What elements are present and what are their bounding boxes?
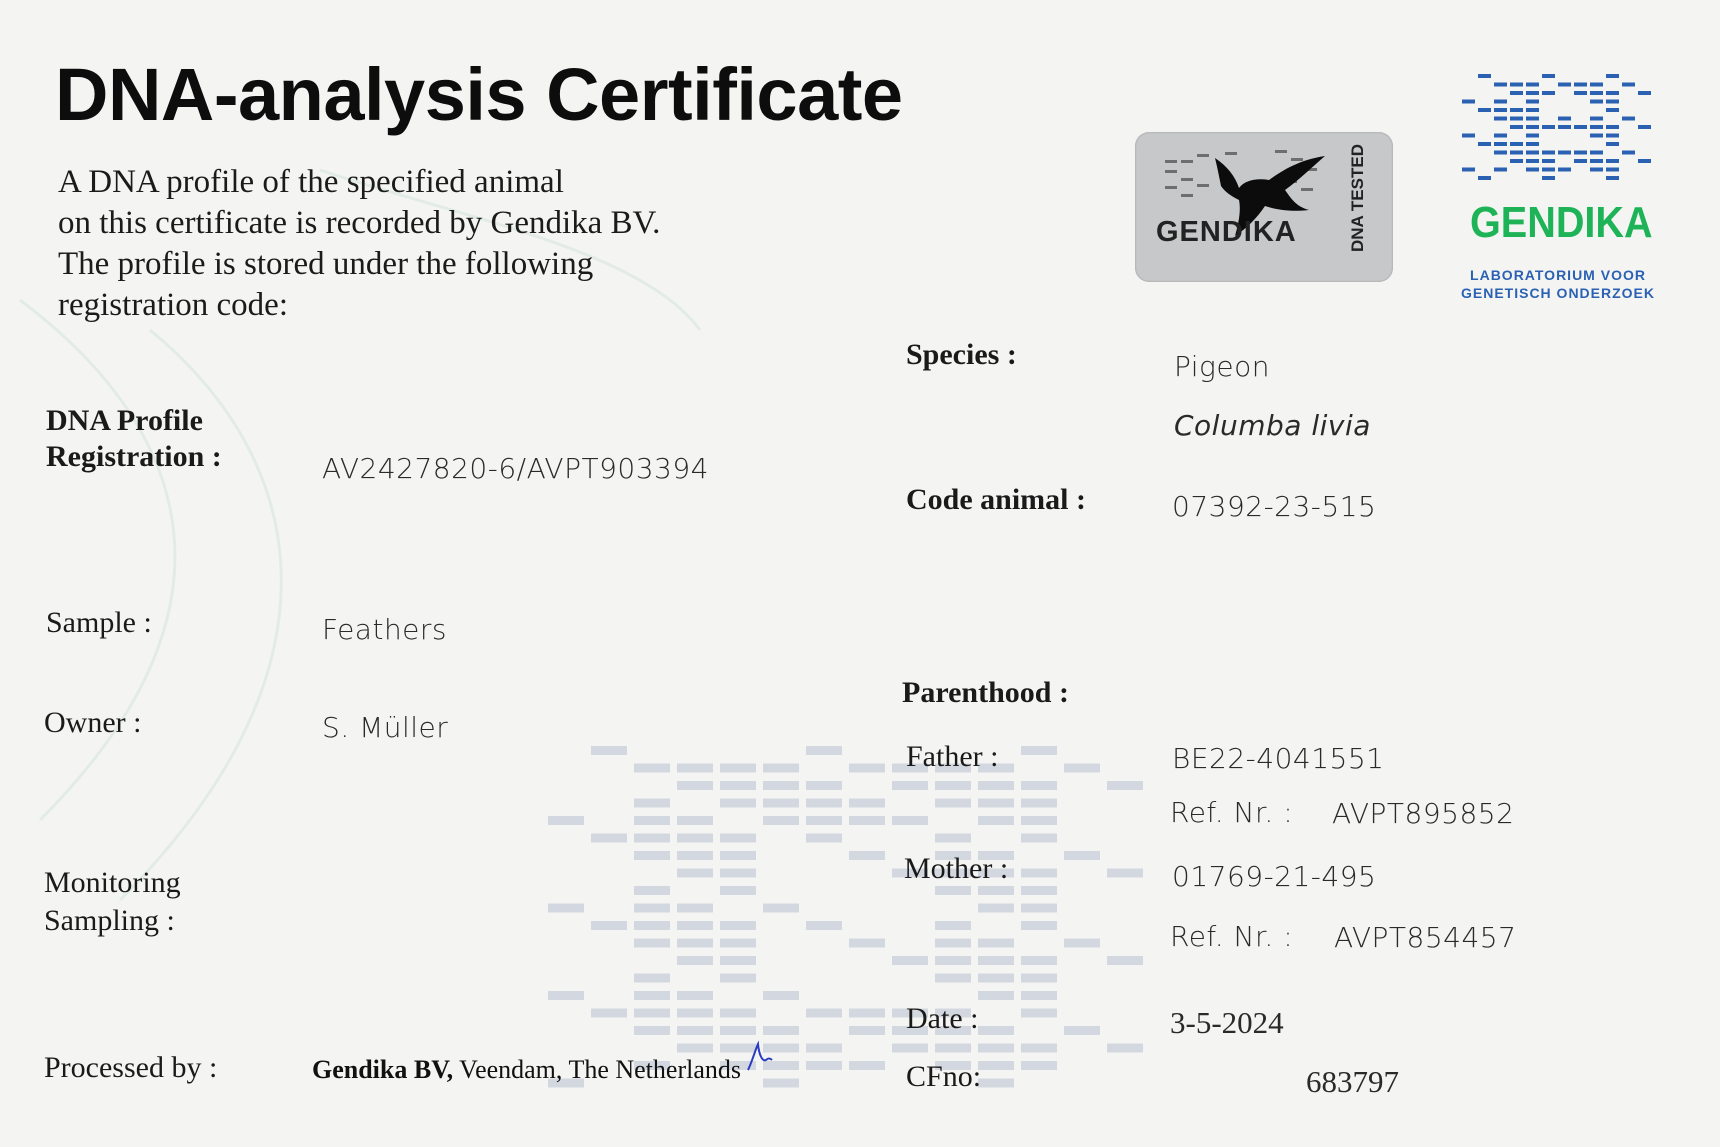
sample-label: Sample :	[46, 606, 152, 639]
processed-by-value	[312, 1055, 741, 1085]
father-value: BE22-4041551	[1172, 742, 1385, 775]
intro-line: on this certificate is recorded by Gendika BV.	[58, 205, 661, 241]
intro-line: registration code:	[58, 287, 289, 323]
gendika-logo	[1458, 70, 1658, 305]
seal-tested-label	[1343, 144, 1373, 264]
monitoring-label-line: Sampling :	[44, 904, 175, 937]
logo-subtitle	[1458, 266, 1658, 302]
date-value: 3-5-2024	[1170, 1005, 1284, 1040]
date-label: Date :	[906, 1002, 979, 1035]
cfno-value: 683797	[1306, 1064, 1399, 1099]
seal-tested-text: DNA TESTED	[1348, 144, 1367, 252]
father-ref-value: AVPT895852	[1332, 797, 1515, 830]
sample-value: Feathers	[322, 613, 448, 646]
code-animal-value: 07392-23-515	[1172, 490, 1377, 523]
certificate-title: DNA-analysis Certificate	[55, 53, 903, 136]
monitoring-label-line: Monitoring	[44, 866, 181, 899]
mother-ref-value: AVPT854457	[1334, 921, 1517, 954]
dna-tested-seal	[1135, 132, 1393, 282]
intro-line: The profile is stored under the following	[58, 246, 594, 282]
processed-company: Gendika BV,	[312, 1055, 454, 1084]
owner-value: S. Müller	[322, 711, 449, 744]
monitoring-sampling-label	[44, 864, 181, 940]
intro-paragraph	[58, 162, 758, 326]
signature-mark	[740, 1040, 780, 1080]
mother-ref-label: Ref. Nr. :	[1170, 920, 1294, 953]
owner-label: Owner :	[44, 706, 142, 739]
code-animal-label: Code animal :	[906, 483, 1086, 516]
father-ref-label: Ref. Nr. :	[1170, 796, 1294, 829]
registration-label	[46, 404, 222, 474]
species-common-value: Pigeon	[1174, 350, 1270, 383]
barcode-watermark	[548, 746, 1143, 1088]
logo-subtitle-line: GENETISCH ONDERZOEK	[1460, 285, 1655, 301]
species-latin-value: Columba livia	[1174, 409, 1371, 442]
cfno-label: CFno:	[906, 1060, 982, 1093]
processed-location: Veendam, The Netherlands	[453, 1055, 741, 1084]
registration-label-line: Registration :	[46, 440, 222, 473]
seal-brand-name: GENDIKA	[1156, 216, 1297, 248]
mother-value: 01769-21-495	[1172, 860, 1377, 893]
intro-line: A DNA profile of the specified animal	[58, 164, 564, 200]
mother-label: Mother :	[904, 852, 1009, 885]
logo-subtitle-line: LABORATORIUM VOOR	[1470, 267, 1646, 283]
registration-label-line: DNA Profile	[46, 404, 203, 437]
gendika-barcode-g-icon	[1458, 70, 1658, 190]
logo-brand-name: GENDIKA	[1470, 198, 1653, 247]
father-label: Father :	[906, 740, 999, 773]
registration-value: AV2427820-6/AVPT903394	[322, 452, 709, 485]
species-label: Species :	[906, 338, 1017, 371]
parenthood-label: Parenthood :	[902, 676, 1069, 709]
processed-by-label: Processed by :	[44, 1051, 218, 1084]
